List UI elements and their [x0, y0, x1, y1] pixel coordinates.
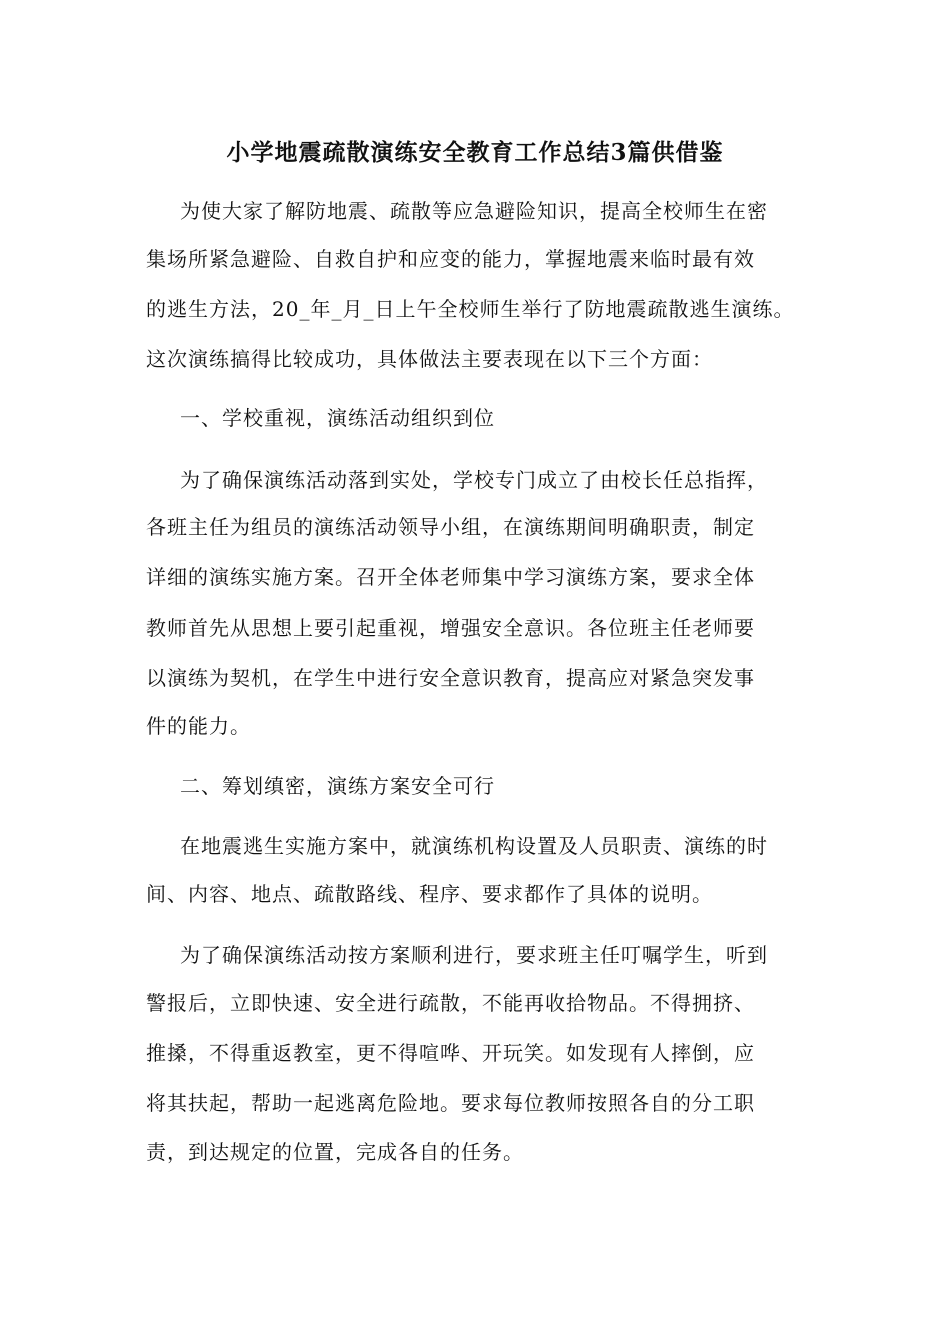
paragraph-1-line-4: 这次演练搞得比较成功，具体做法主要表现在以下三个方面：	[146, 347, 713, 371]
document-title: 小学地震疏散演练安全教育工作总结3篇供借鉴	[226, 139, 724, 166]
paragraph-3-line-1: 在地震逃生实施方案中，就演练机构设置及人员职责、演练的时	[180, 834, 768, 858]
paragraph-2-line-1: 为了确保演练活动落到实处，学校专门成立了由校长任总指挥，	[180, 468, 768, 492]
paragraph-4-line-1: 为了确保演练活动按方案顺利进行，要求班主任叮嘱学生，听到	[180, 943, 768, 967]
paragraph-4-line-3: 推搡，不得重返教室，更不得喧哗、开玩笑。如发现有人摔倒，应	[146, 1041, 755, 1065]
paragraph-3-line-2: 间、内容、地点、疏散路线、程序、要求都作了具体的说明。	[146, 882, 713, 906]
paragraph-2-line-5: 以演练为契机，在学生中进行安全意识教育，提高应对紧急突发事	[146, 666, 755, 690]
paragraph-4-line-2: 警报后，立即快速、安全进行疏散，不能再收拾物品。不得拥挤、	[146, 991, 755, 1015]
paragraph-2-line-2: 各班主任为组员的演练活动领导小组，在演练期间明确职责，制定	[146, 515, 755, 539]
paragraph-2-line-6: 件的能力。	[146, 714, 251, 738]
paragraph-1-line-1: 为使大家了解防地震、疏散等应急避险知识，提高全校师生在密	[180, 199, 768, 223]
paragraph-1-line-3: 的逃生方法，20_年_月_日上午全校师生举行了防地震疏散逃生演练。	[146, 297, 795, 321]
paragraph-2-line-4: 教师首先从思想上要引起重视，增强安全意识。各位班主任老师要	[146, 616, 755, 640]
paragraph-4-line-4: 将其扶起，帮助一起逃离危险地。要求每位教师按照各自的分工职	[146, 1091, 755, 1115]
paragraph-4-line-5: 责，到达规定的位置，完成各自的任务。	[146, 1140, 524, 1164]
paragraph-1-line-2: 集场所紧急避险、自救自护和应变的能力，掌握地震来临时最有效	[146, 247, 755, 271]
section-heading-1: 一、学校重视，演练活动组织到位	[180, 406, 495, 430]
section-heading-2: 二、筹划缜密，演练方案安全可行	[180, 774, 495, 798]
paragraph-2-line-3: 详细的演练实施方案。召开全体老师集中学习演练方案，要求全体	[146, 565, 755, 589]
